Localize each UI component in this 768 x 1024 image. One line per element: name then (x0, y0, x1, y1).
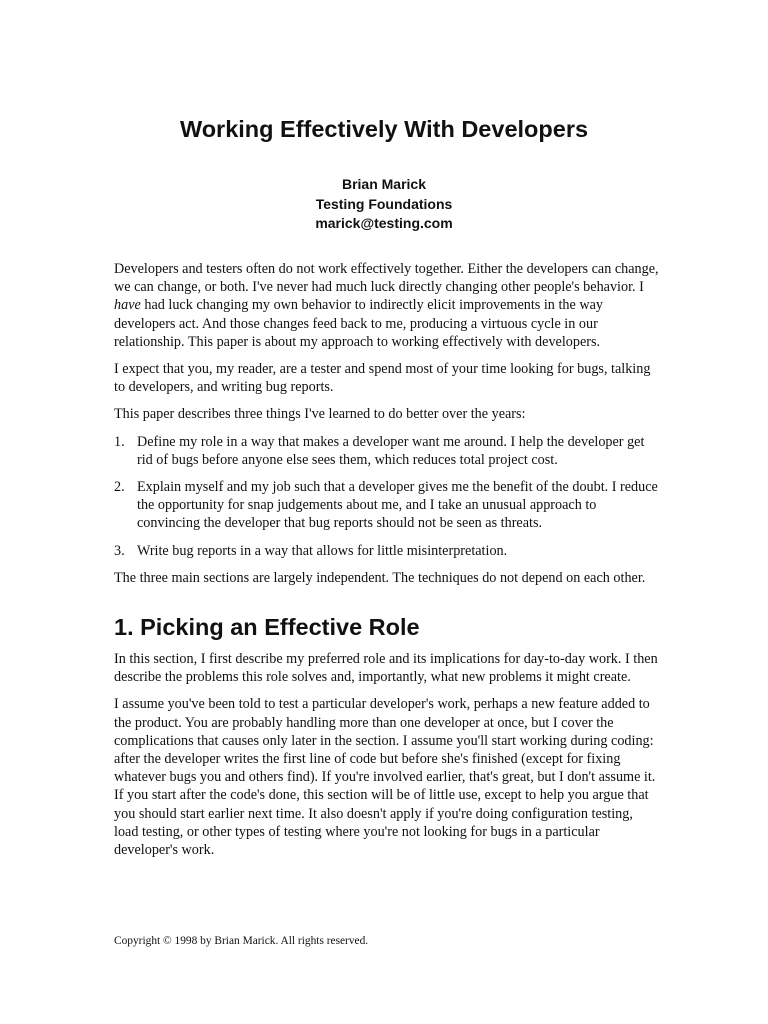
section-heading: 1. Picking an Effective Role (114, 614, 420, 641)
intro-paragraph-4: The three main sections are largely independent. The techniques do not depend on each other. (114, 569, 646, 586)
author-email: marick@testing.com (315, 215, 453, 231)
author-block (0, 175, 768, 234)
intro-p1-text-a: Developers and testers often do not work effectively together. Either the developers can change, we can change, or both. I've never had much luck directly changing other people's behavior. I (114, 261, 659, 296)
list-item (114, 542, 660, 560)
numbered-list (114, 433, 660, 560)
section1-paragraph-2: I assume you've been told to test a particular developer's work, perhaps a new feature added to the product. You are probably handling more than one developer at once, but I cover the complications that causes only later in the section. I assume you'll start working during coding: after the developer writes the first line of code but before she's finished (except for fixing whatever bugs you and others find). If you're involved earlier, that's great, but I don't assume it. If you start after the code's done, this section will be of little use, except to help you argue that you should start earlier next time. It also doesn't apply if you're doing configuration testing, load testing, or other types of testing where you're not looking for bugs in a particular developer's work. (114, 696, 656, 859)
author-organization: Testing Foundations (315, 195, 453, 212)
section1-paragraph-1: In this section, I first describe my preferred role and its implications for day-to-day work. I then describe the problems this role solves and, importantly, what new problems it might create. (114, 651, 658, 686)
document-body (114, 260, 660, 868)
list-item (114, 478, 660, 533)
list-item-number: 1. (114, 433, 125, 450)
intro-paragraph-2: I expect that you, my reader, are a tester and spend most of your time looking for bugs, talking to developers, and writing bug reports. (114, 361, 651, 396)
intro-paragraph-3: This paper describes three things I've learned to do better over the years: (114, 406, 526, 423)
intro-p1-emphasis: have (114, 297, 141, 314)
author-name: Brian Marick (341, 176, 427, 192)
list-item-text: Write bug reports in a way that allows for little misinterpretation. (137, 542, 508, 559)
intro-paragraph-1 (114, 260, 660, 351)
list-item-number: 3. (114, 542, 125, 559)
copyright-footer: Copyright © 1998 by Brian Marick. All rights reserved. (114, 935, 369, 947)
list-item-text: Explain myself and my job such that a developer gives me the benefit of the doubt. I reduce the opportunity for snap judgements about me, and I take an unusual approach to convincing the developer that bug reports should not be seen as threats. (137, 479, 658, 532)
list-item-text: Define my role in a way that makes a developer want me around. I help the developer get rid of bugs before anyone else sees them, which reduces total project cost. (137, 433, 645, 468)
list-item-number: 2. (114, 479, 125, 496)
document-title: Working Effectively With Developers (179, 116, 589, 142)
list-item (114, 433, 660, 469)
intro-p1-text-b: had luck changing my own behavior to indirectly elicit improvements in the way developers act. And those changes feed back to me, producing a virtuous cycle in our relationship. This paper is about my approach to working effectively with developers. (114, 297, 603, 350)
